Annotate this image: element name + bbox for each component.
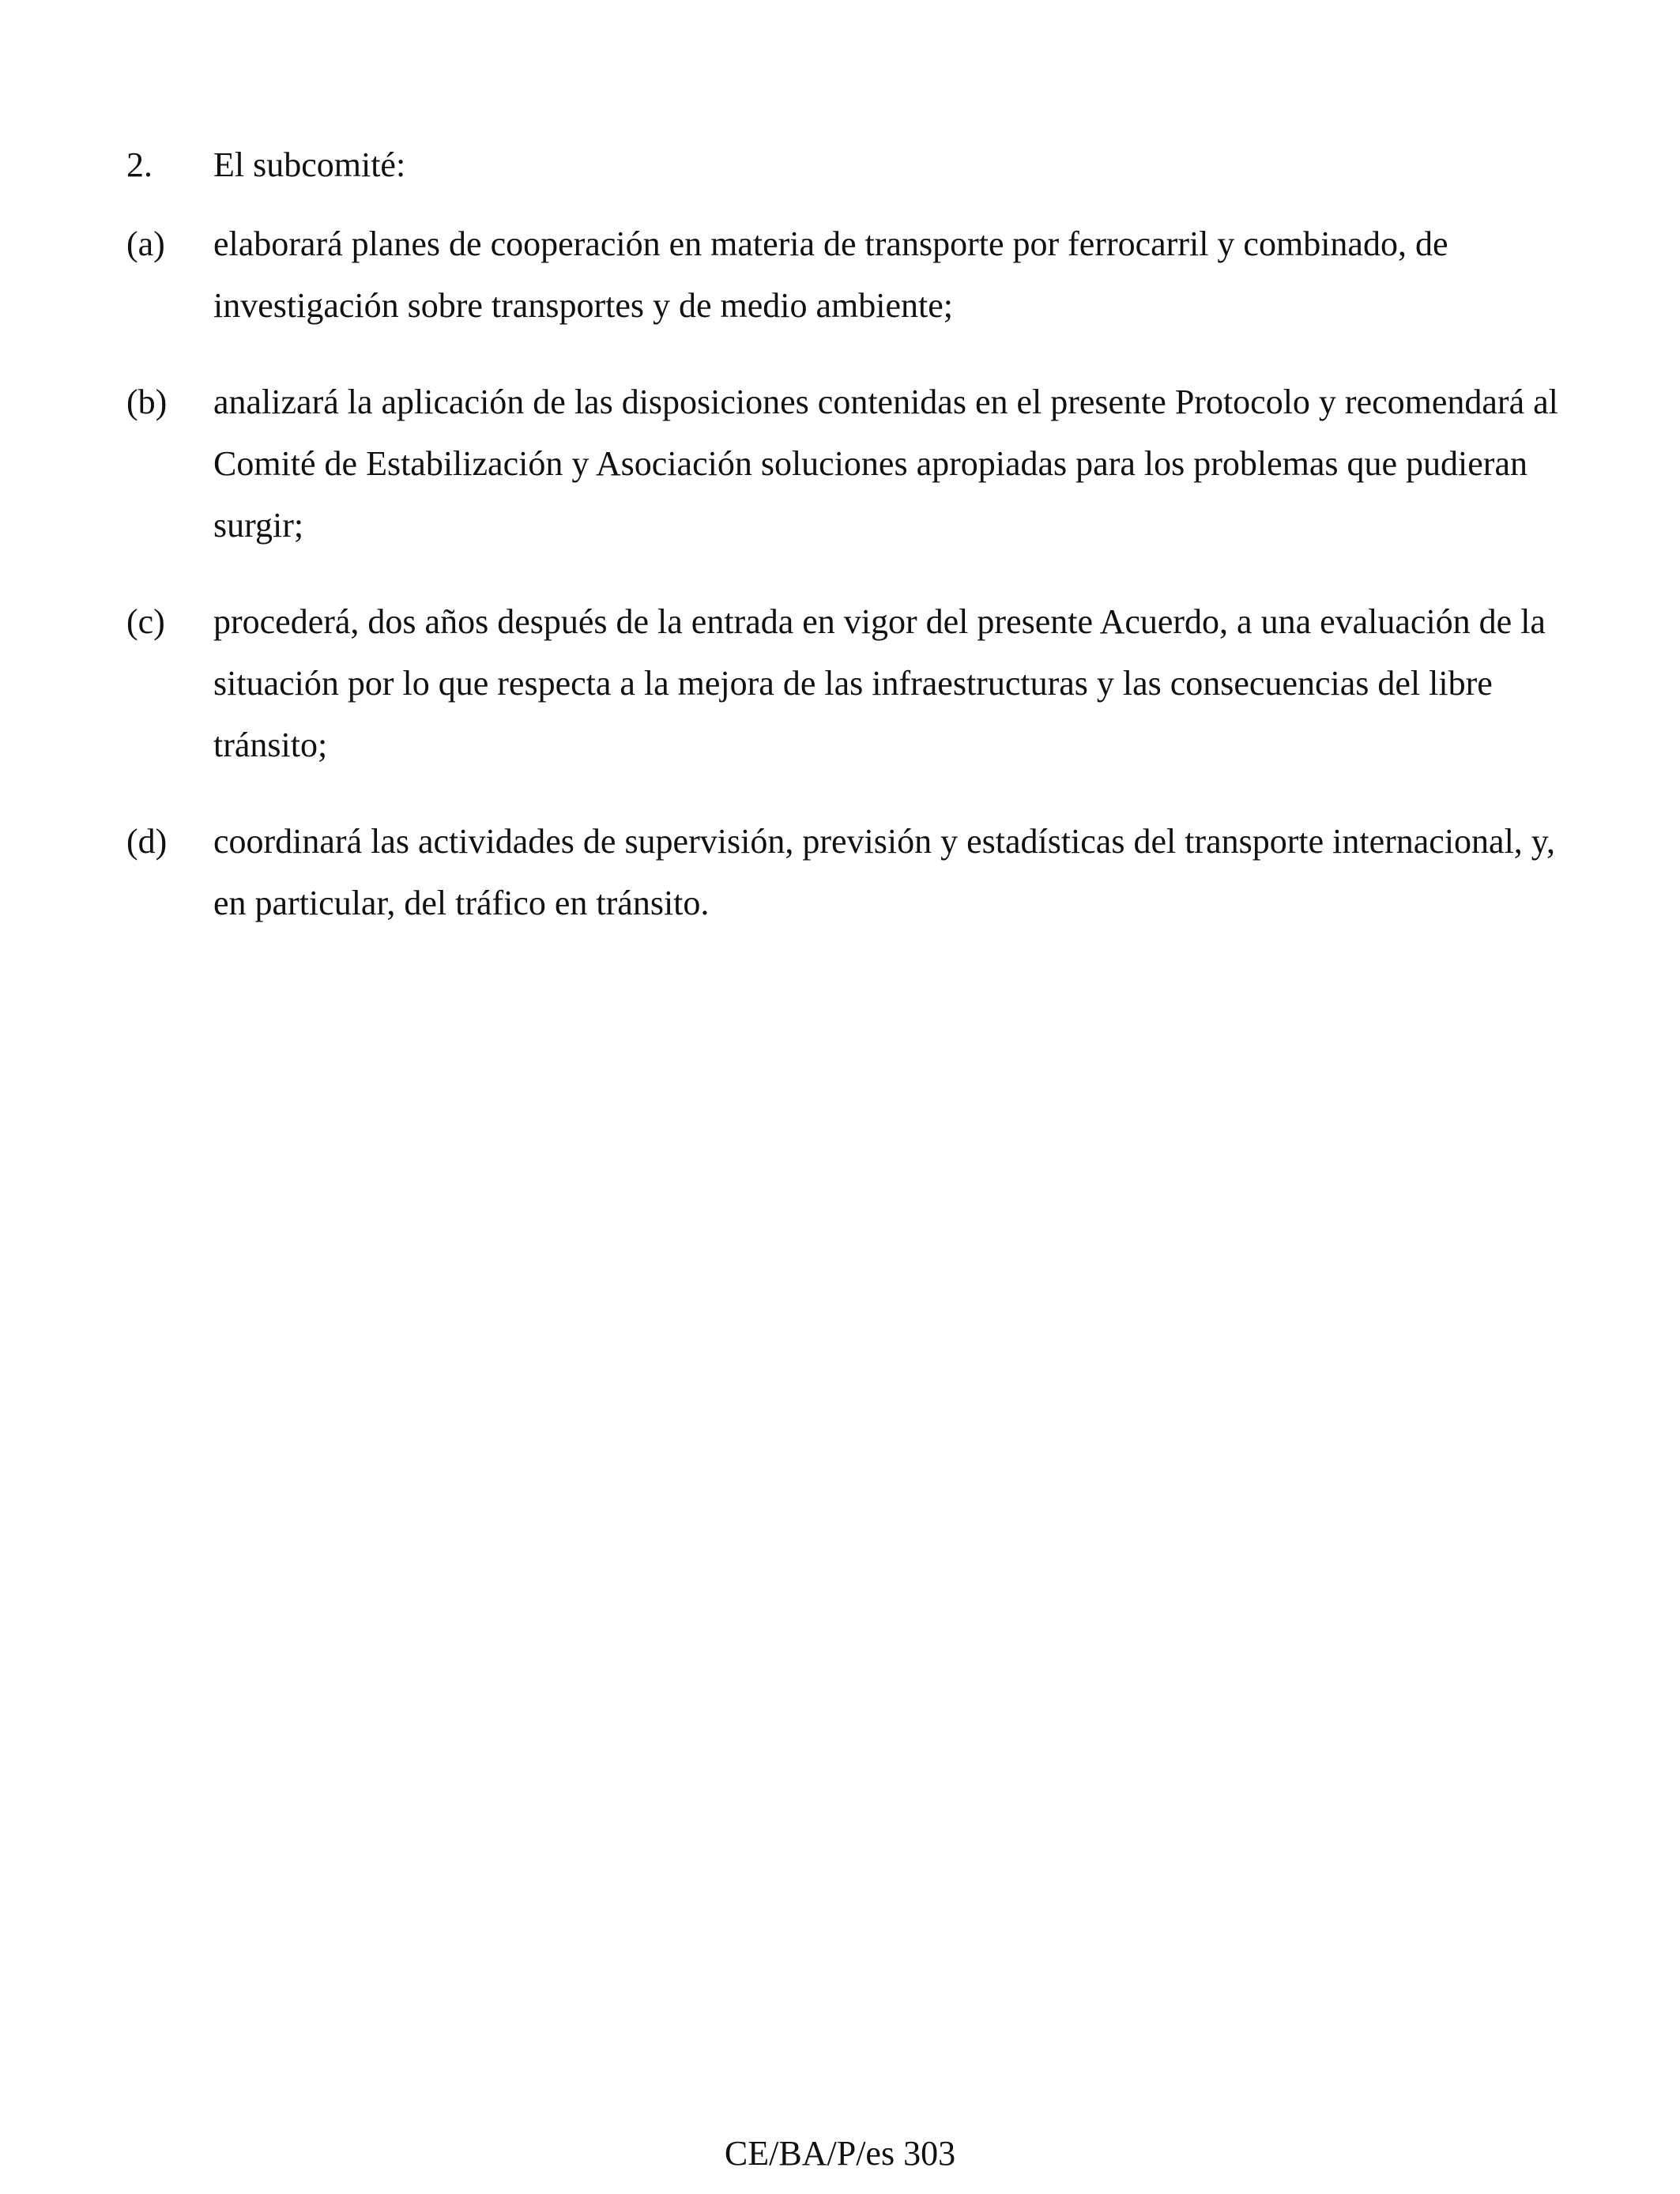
list-item-label: (c) [126, 602, 165, 641]
list-item-d [126, 811, 1565, 934]
section-heading [126, 134, 1565, 196]
section-number: 2. [126, 145, 153, 184]
list-item-text: analizará la aplicación de las disposiciones contenidas en el presente Protocolo y recomendará al Comité de Estabilización y Asociación soluciones apropiadas para los problemas que pudieran surgir; [213, 383, 1558, 545]
list-item-label: (a) [126, 224, 165, 263]
list-item-label: (b) [126, 383, 168, 421]
document-body [126, 134, 1565, 969]
list-item-label: (d) [126, 822, 168, 861]
page-footer-reference: CE/BA/P/es 303 [724, 2134, 956, 2173]
list-item-text: procederá, dos años después de la entrada en vigor del presente Acuerdo, a una evaluación de la situación por lo que respecta a la mejora de las infraestructuras y las consecuencias del libre tránsito; [213, 602, 1546, 764]
list-item-c [126, 591, 1565, 776]
list-item-a [126, 213, 1565, 337]
list-item-text: elaborará planes de cooperación en materia de transporte por ferrocarril y combinado, de investigación sobre transportes y de medio ambiente; [213, 224, 1448, 325]
list-item-b [126, 371, 1565, 556]
section-title: El subcomité: [213, 145, 406, 184]
list-item-text: coordinará las actividades de supervisión, previsión y estadísticas del transporte internacional, y, en particular, del tráfico en tránsito. [213, 822, 1555, 922]
